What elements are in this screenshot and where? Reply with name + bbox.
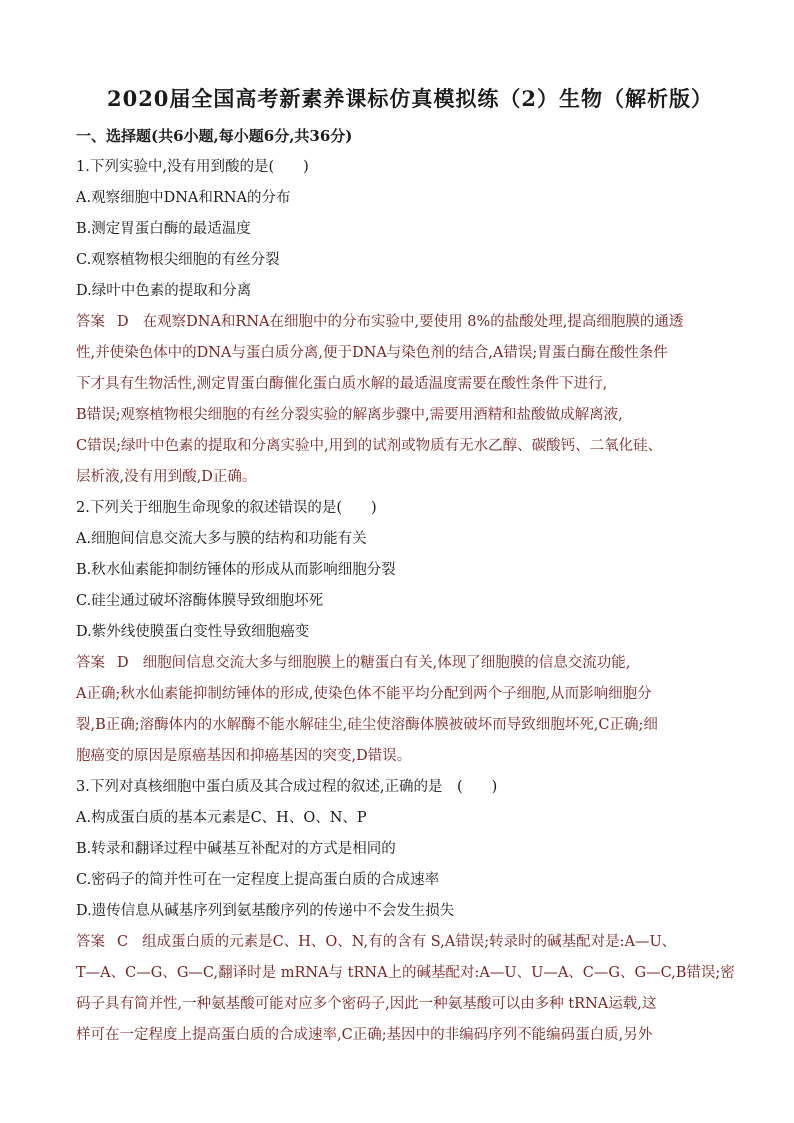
explanation-text: 细胞间信息交流大多与细胞膜上的糖蛋白有关,体现了细胞膜的信息交流功能, [142, 655, 631, 671]
option-d: D.绿叶中色素的提取和分离 [76, 283, 252, 299]
explanation-text: 组成蛋白质的元素是C、H、O、N,有的含有 S,A错误;转录时的碱基配对是:A—U、 [142, 934, 677, 950]
option-d: D.紫外线使膜蛋白变性导致细胞癌变 [76, 624, 310, 640]
option-b: B.转录和翻译过程中碱基互补配对的方式是相同的 [76, 841, 396, 857]
answer-label: 答案 [76, 934, 105, 950]
question-block [76, 493, 744, 772]
explanation-line: 胞癌变的原因是原癌基因和抑癌基因的突变,D错误。 [76, 748, 412, 764]
option-c: C.观察植物根尖细胞的有丝分裂 [76, 252, 280, 268]
question-block [76, 772, 744, 1051]
explanation-line: C错误;绿叶中色素的提取和分离实验中,用到的试剂或物质有无水乙醇、碳酸钙、二氧化硅、 [76, 438, 663, 454]
answer-letter: D [117, 314, 129, 330]
answer-line [76, 307, 744, 338]
explanation-line: B错误;观察植物根尖细胞的有丝分裂实验的解离步骤中,需要用酒精和盐酸做成解离液, [76, 407, 623, 423]
option-b: B.测定胃蛋白酶的最适温度 [76, 221, 251, 237]
option-b: B.秋水仙素能抑制纺锤体的形成从而影响细胞分裂 [76, 562, 396, 578]
explanation-text: 在观察DNA和RNA在细胞中的分布实验中,要使用 8%的盐酸处理,提高细胞膜的通透 [142, 314, 684, 330]
explanation-line: A正确;秋水仙素能抑制纺锤体的形成,使染色体不能平均分配到两个子细胞,从而影响细胞分 [76, 686, 652, 702]
question-stem: 1.下列实验中,没有用到酸的是( ) [76, 159, 309, 175]
explanation-line: 下才具有生物活性,测定胃蛋白酶催化蛋白质水解的最适温度需要在酸性条件下进行, [76, 376, 608, 392]
question-stem: 2.下列关于细胞生命现象的叙述错误的是( ) [76, 500, 377, 516]
question-block [76, 152, 744, 493]
answer-letter: D [117, 655, 129, 671]
explanation-line: 裂,B正确;溶酶体内的水解酶不能水解硅尘,硅尘使溶酶体膜被破坏而导致细胞坏死,C正确;细 [76, 717, 658, 733]
answer-label: 答案 [76, 314, 105, 330]
answer-line [76, 648, 744, 679]
section-heading: 一、选择题(共6小题,每小题6分,共36分) [76, 127, 353, 145]
answer-letter: C [117, 934, 129, 950]
explanation-line: 层析液,没有用到酸,D正确。 [76, 469, 257, 485]
option-c: C.密码子的简并性可在一定程度上提高蛋白质的合成速率 [76, 872, 440, 888]
explanation-line: 码子具有简并性,一种氨基酸可能对应多个密码子,因此一种氨基酸可以由多种 tRNA运载,这 [76, 996, 657, 1012]
option-d: D.遗传信息从碱基序列到氨基酸序列的传递中不会发生损失 [76, 903, 455, 919]
option-c: C.硅尘通过破坏溶酶体膜导致细胞坏死 [76, 593, 324, 609]
explanation-line: 样可在一定程度上提高蛋白质的合成速率,C正确;基因中的非编码序列不能编码蛋白质,另外 [76, 1027, 653, 1043]
option-a: A.构成蛋白质的基本元素是C、H、O、N、P [76, 810, 367, 826]
document-title: 2020届全国高考新素养课标仿真模拟练（2）生物（解析版） [106, 86, 714, 111]
explanation-line: 性,并使染色体中的DNA与蛋白质分离,便于DNA与染色剂的结合,A错误;胃蛋白酶在酸性条件 [76, 345, 668, 361]
option-a: A.观察细胞中DNA和RNA的分布 [76, 190, 291, 206]
answer-label: 答案 [76, 655, 105, 671]
answer-line [76, 927, 744, 958]
option-a: A.细胞间信息交流大多与膜的结构和功能有关 [76, 531, 367, 547]
explanation-line: T—A、C—G、G—C,翻译时是 mRNA与 tRNA上的碱基配对:A—U、U—A、C—G、G—C,B错误;密 [76, 965, 735, 981]
question-stem: 3.下列对真核细胞中蛋白质及其合成过程的叙述,正确的是 ( ) [76, 779, 498, 795]
